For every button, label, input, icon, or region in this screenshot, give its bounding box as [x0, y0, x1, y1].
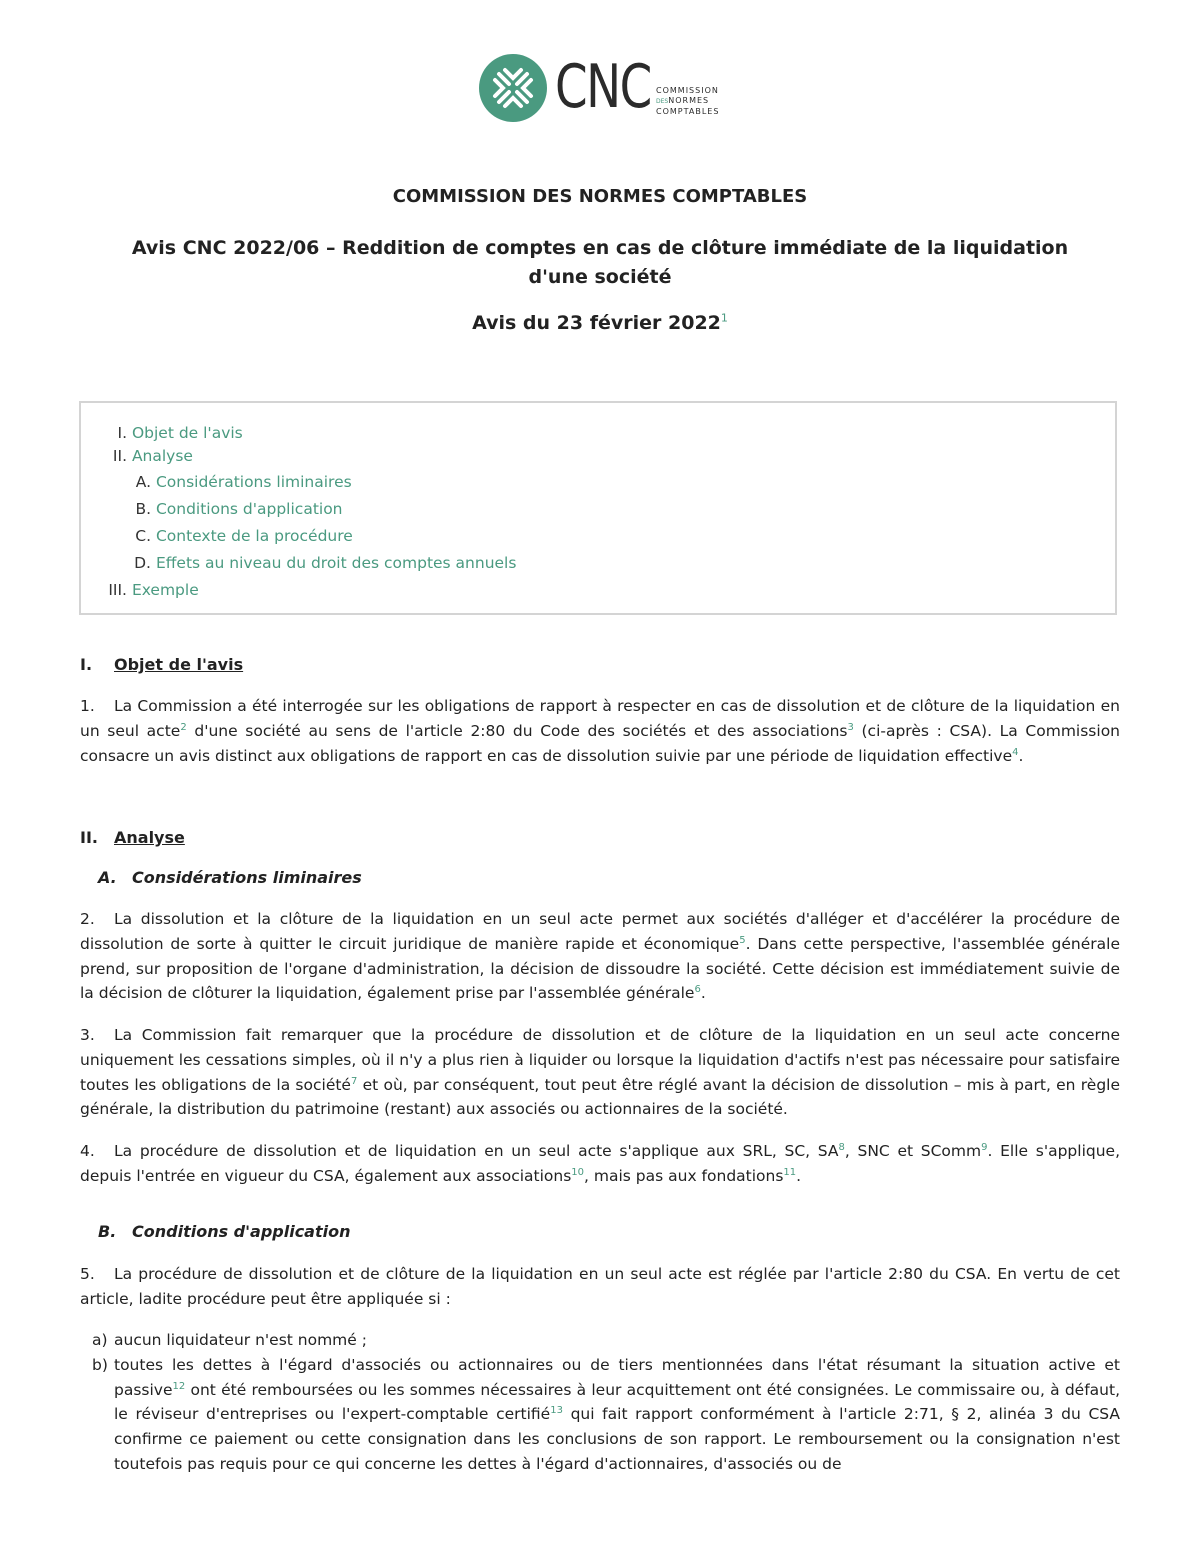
paragraph-text: La dissolution et la clôture de la liquidation en un seul acte permet aux sociétés d'alléger et d'accélérer la procédure de dissolution de sorte à quitter le circuit juridique de manière rapide et économique — [80, 910, 1120, 953]
section-title: Analyse — [114, 828, 185, 847]
toc-item[interactable] — [97, 580, 199, 600]
section-heading — [80, 655, 243, 674]
toc-number: A. — [135, 473, 151, 491]
table-of-contents — [79, 401, 1117, 615]
paragraph-text: La procédure de dissolution et de clôture de la liquidation en un seul acte est réglée par l'article 2:80 du CSA. En vertu de cet article, ladite procédure peut être appliquée si : — [80, 1265, 1120, 1308]
toc-link[interactable]: Conditions d'application — [155, 500, 343, 518]
subsection-number: A. — [98, 868, 117, 887]
toc-number: III. — [108, 581, 127, 599]
paragraph-text: . — [1018, 746, 1024, 765]
paragraph-text: . — [796, 1166, 802, 1185]
paragraph-number: 5. — [80, 1265, 95, 1283]
cnc-logo — [479, 54, 739, 122]
logo-subtitle — [656, 86, 719, 117]
footnote-ref[interactable]: 5 — [739, 934, 746, 946]
paragraph-text: . Elle s'applique, depuis l'entrée en vigueur du CSA, également aux associations — [80, 1142, 1120, 1185]
footnote-ref[interactable]: 3 — [847, 721, 854, 733]
paragraph-4 — [80, 1139, 1120, 1189]
list-text: ont été remboursées ou les sommes nécessaires à leur acquittement ont été consignées. Le commissaire ou, à défaut, le réviseur d'entreprises ou l'expert-comptable certifié — [114, 1380, 1120, 1424]
paragraph-text: , mais pas aux fondations — [584, 1166, 784, 1185]
footnote-ref[interactable]: 7 — [350, 1075, 358, 1087]
paragraph-5 — [80, 1262, 1120, 1312]
section-title: Objet de l'avis — [114, 655, 244, 674]
paragraph-number: 1. — [80, 697, 95, 715]
paragraph-number: 2. — [80, 910, 95, 928]
logo-sub-small: DES — [656, 98, 669, 105]
logo-sub-line2: NORMES — [668, 96, 710, 105]
paragraph-3 — [80, 1023, 1120, 1122]
paragraph-text: . Dans cette perspective, l'assemblée générale prend, sur proposition de l'organe d'administration, la décision de dissoudre la société. Cette décision est immédiatement suivie de la décision de clôturer la liquidation, également prise par l'assemblée générale — [80, 934, 1120, 1003]
toc-number: D. — [134, 554, 151, 572]
list-item — [92, 1328, 1120, 1353]
section-number: II. — [80, 828, 98, 847]
paragraph-2 — [80, 907, 1120, 1006]
logo-cnc-letters: CNC — [555, 52, 651, 122]
subsection-heading — [98, 868, 362, 887]
footnote-ref[interactable]: 9 — [981, 1141, 988, 1153]
toc-number: II. — [112, 447, 127, 465]
footnote-ref[interactable]: 8 — [838, 1141, 845, 1153]
list-text: qui fait rapport conformément à l'article 2:71, § 2, alinéa 3 du CSA confirme ce paiement ou cette consignation dans les conclusions de son rapport. Le remboursement ou la consignation n'est toutefois pas requis pour ce qui concerne les dettes à l'égard d'actionnaires, d'associés ou de — [114, 1405, 1121, 1473]
paragraph-text: (ci-après : CSA). La Commission consacre un avis distinct aux obligations de rapport en cas de dissolution suivie par une période de liquidation effective — [80, 721, 1120, 765]
toc-link[interactable]: Considérations liminaires — [155, 473, 352, 491]
list-item — [92, 1353, 1120, 1477]
toc-item[interactable] — [133, 526, 353, 546]
paragraph-text: , SNC et SComm — [844, 1142, 982, 1160]
paragraph-number: 4. — [80, 1142, 95, 1160]
paragraph-number: 3. — [80, 1026, 95, 1044]
toc-item[interactable] — [103, 446, 193, 466]
date-text: Avis du 23 février 2022 — [472, 312, 721, 334]
toc-item[interactable] — [133, 499, 343, 519]
toc-item[interactable] — [133, 472, 352, 492]
list-text: toutes les dettes à l'égard d'associés ou actionnaires ou de tiers mentionnées dans l'état résumant la situation active et passive — [114, 1355, 1120, 1399]
footnote-ref[interactable]: 1 — [720, 311, 728, 325]
toc-item[interactable] — [109, 423, 243, 443]
section-number: I. — [80, 655, 93, 674]
logo-sub-line3: COMPTABLES — [656, 107, 720, 116]
list-label: a) — [92, 1331, 108, 1349]
paragraph-text: La Commission a été interrogée sur les obligations de rapport à respecter en cas de dissolution et de clôture de la liquidation en un seul acte — [80, 697, 1120, 740]
conditions-list — [92, 1328, 1120, 1477]
subsection-title: Conditions d'application — [132, 1222, 351, 1241]
toc-number: B. — [135, 500, 151, 518]
section-heading — [80, 828, 185, 847]
list-label: b) — [92, 1355, 108, 1374]
footnote-ref[interactable]: 11 — [783, 1166, 797, 1178]
toc-link[interactable]: Analyse — [131, 447, 193, 465]
subsection-number: B. — [98, 1222, 117, 1241]
paragraph-text: . — [700, 984, 706, 1003]
footnote-ref[interactable]: 2 — [180, 721, 187, 733]
footnote-ref[interactable]: 4 — [1012, 746, 1019, 758]
list-text: aucun liquidateur n'est nommé ; — [114, 1331, 367, 1349]
org-heading: COMMISSION DES NORMES COMPTABLES — [392, 186, 808, 207]
paragraph-text: et où, par conséquent, tout peut être réglé avant la décision de dissolution – mis à part, en règle générale, la distribution du patrimoine (restant) aux associés ou actionnaires de la société. — [80, 1075, 1120, 1119]
toc-link[interactable]: Effets au niveau du droit des comptes annuels — [155, 554, 517, 572]
toc-number: C. — [135, 527, 151, 545]
paragraph-text: d'une société au sens de l'article 2:80 du Code des sociétés et des associations — [186, 721, 848, 740]
paragraph-1 — [80, 694, 1120, 768]
paragraph-text: La procédure de dissolution et de liquidation en un seul acte s'applique aux SRL, SC, SA — [114, 1142, 839, 1160]
toc-item[interactable] — [133, 553, 516, 573]
subsection-heading — [98, 1222, 351, 1241]
logo-sub-line1: COMMISSION — [656, 86, 719, 95]
cnc-emblem-icon — [479, 54, 547, 122]
footnote-ref[interactable]: 12 — [172, 1380, 186, 1392]
toc-link[interactable]: Contexte de la procédure — [155, 527, 353, 545]
paragraph-text: La Commission fait remarquer que la procédure de dissolution et de clôture de la liquidation en un seul acte concerne uniquement les cessations simples, où il n'y a plus rien à liquider ou lorsque la liquidation d'actifs n'est pas nécessaire pour satisfaire toutes les obligations de la société — [80, 1026, 1120, 1094]
document-date — [0, 312, 1200, 334]
subsection-title: Considérations liminaires — [132, 868, 362, 887]
document-title: Avis CNC 2022/06 – Reddition de comptes en cas de clôture immédiate de la liquidation d'une société — [131, 237, 1069, 288]
footnote-ref[interactable]: 6 — [694, 984, 701, 996]
toc-link[interactable]: Objet de l'avis — [131, 424, 243, 442]
toc-number: I. — [117, 424, 127, 442]
footnote-ref[interactable]: 10 — [571, 1166, 585, 1178]
footnote-ref[interactable]: 13 — [550, 1405, 563, 1417]
toc-link[interactable]: Exemple — [131, 581, 199, 599]
